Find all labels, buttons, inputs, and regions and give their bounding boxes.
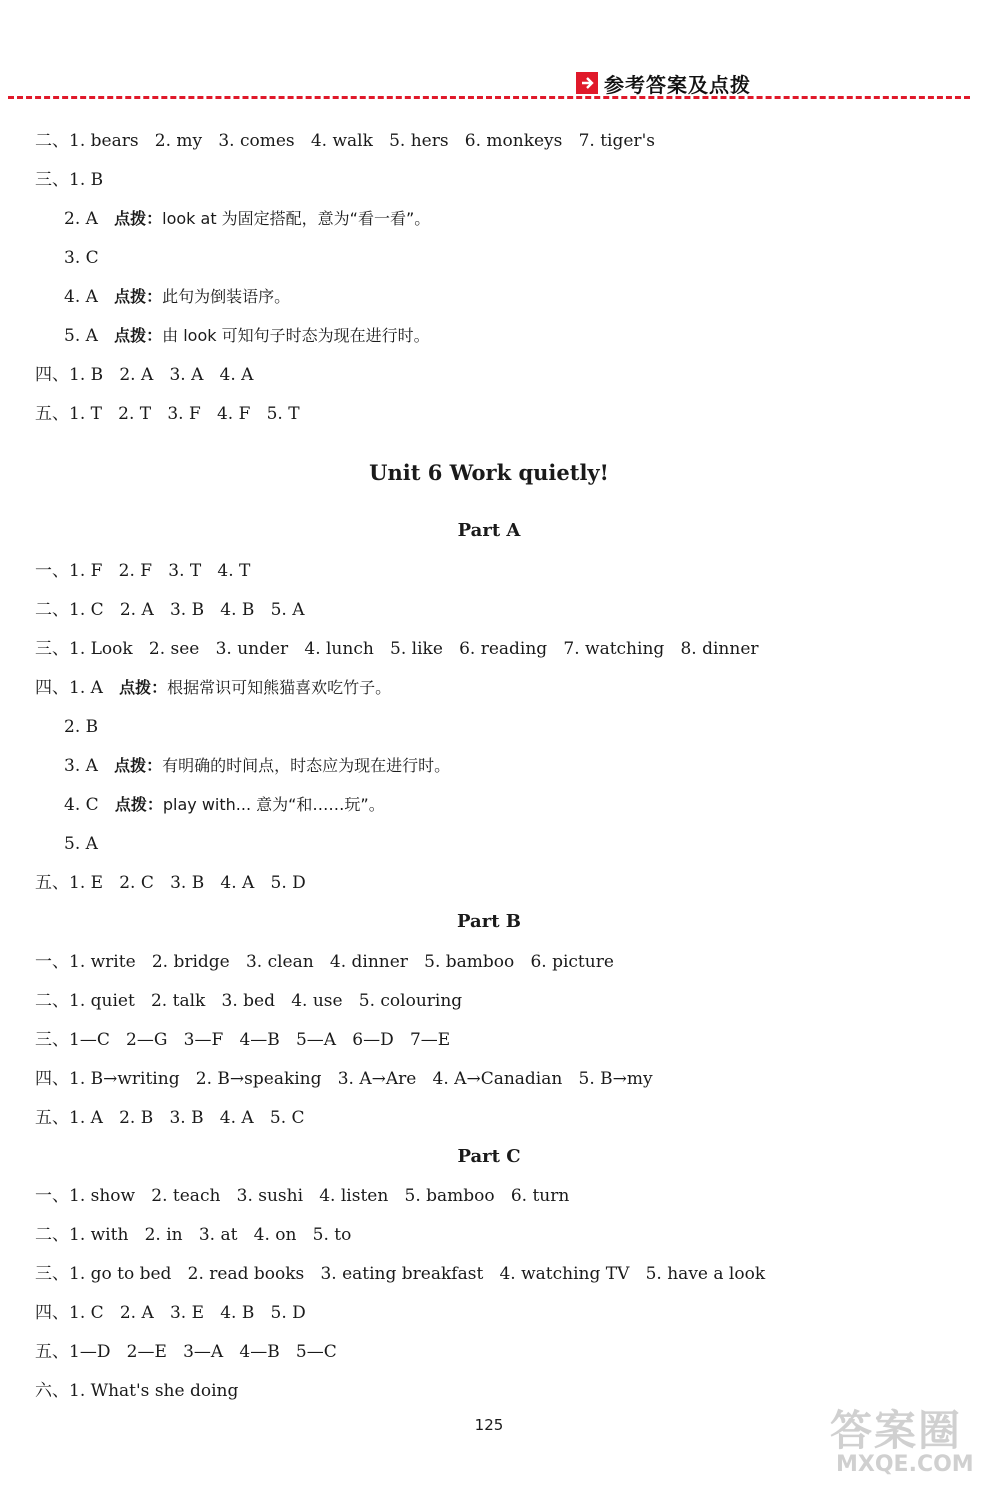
watermark-url: MXQE.COM [836,1452,974,1477]
answer-item: 四、1. A 点拨：根据常识可知熊猫喜欢吃竹子。 [35,678,392,698]
answer-line: 二、1. quiet 2. talk 3. bed 4. use 5. colouring [35,991,463,1011]
answer-item: 3. A 点拨：有明确的时间点，时态应为现在进行时。 [64,756,451,776]
answer-item: 5. A 点拨：由 look 可知句子时态为现在进行时。 [64,326,430,346]
arrow-right-icon [576,72,598,94]
answer-line: 一、1. F 2. F 3. T 4. T [35,561,251,581]
answer-line: 一、1. show 2. teach 3. sushi 4. listen 5. bamboo 6. turn [35,1186,570,1206]
hint-label: 点拨： [114,795,163,814]
answer-line: 二、1. with 2. in 3. at 4. on 5. to [35,1225,352,1245]
answer-item: 4. C 点拨：play with... 意为“和……玩”。 [64,795,385,815]
page-number: 125 [474,1416,504,1434]
hint-label: 点拨： [114,209,163,228]
answer-line: 四、1. B 2. A 3. A 4. A [35,365,254,385]
header-title-group [576,68,751,98]
answer-line: 一、1. write 2. bridge 3. clean 4. dinner 5. bamboo 6. picture [35,952,614,972]
answer-line: 五、1. A 2. B 3. B 4. A 5. C [35,1108,305,1128]
answer-line: 三、1—C 2—G 3—F 4—B 5—A 6—D 7—E [35,1030,451,1050]
answer-item: 2. B [64,717,99,737]
watermark-logo-text: 答案圈 [830,1406,963,1455]
answer-line: 三、1. go to bed 2. read books 3. eating breakfast 4. watching TV 5. have a look [35,1264,766,1284]
answer-item: 5. A [64,834,98,854]
answer-item: 2. A 点拨：look at 为固定搭配，意为“看一看”。 [64,209,431,229]
answer-line: 五、1. T 2. T 3. F 4. F 5. T [35,404,300,424]
part-b-title: Part B [457,911,521,932]
answer-item: 3. C [64,248,99,268]
unit-title: Unit 6 Work quietly! [369,460,609,485]
answer-item: 4. A 点拨：此句为倒装语序。 [64,287,291,307]
answer-line: 四、1. B→writing 2. B→speaking 3. A→Are 4. A→Canadian 5. B→my [35,1069,653,1089]
header-title: 参考答案及点拨 [604,72,751,97]
hint-label: 点拨： [114,287,163,306]
hint-label: 点拨： [119,678,168,697]
part-a-title: Part A [457,520,521,541]
answer-line: 二、1. bears 2. my 3. comes 4. walk 5. hers 6. monkeys 7. tiger's [35,131,655,151]
answer-line: 二、1. C 2. A 3. B 4. B 5. A [35,600,305,620]
hint-label: 点拨： [114,756,163,775]
header-divider [8,96,970,99]
page-header [0,60,1000,110]
answer-line: 五、1—D 2—E 3—A 4—B 5—C [35,1342,337,1362]
part-c-title: Part C [457,1146,521,1167]
answer-line: 三、1. B [35,170,104,190]
answer-line: 四、1. C 2. A 3. E 4. B 5. D [35,1303,306,1323]
answer-line: 三、1. Look 2. see 3. under 4. lunch 5. like 6. reading 7. watching 8. dinner [35,639,759,659]
answer-line: 六、1. What's she doing [35,1381,239,1401]
hint-label: 点拨： [114,326,163,345]
watermark [830,1398,990,1488]
answer-line: 五、1. E 2. C 3. B 4. A 5. D [35,873,306,893]
